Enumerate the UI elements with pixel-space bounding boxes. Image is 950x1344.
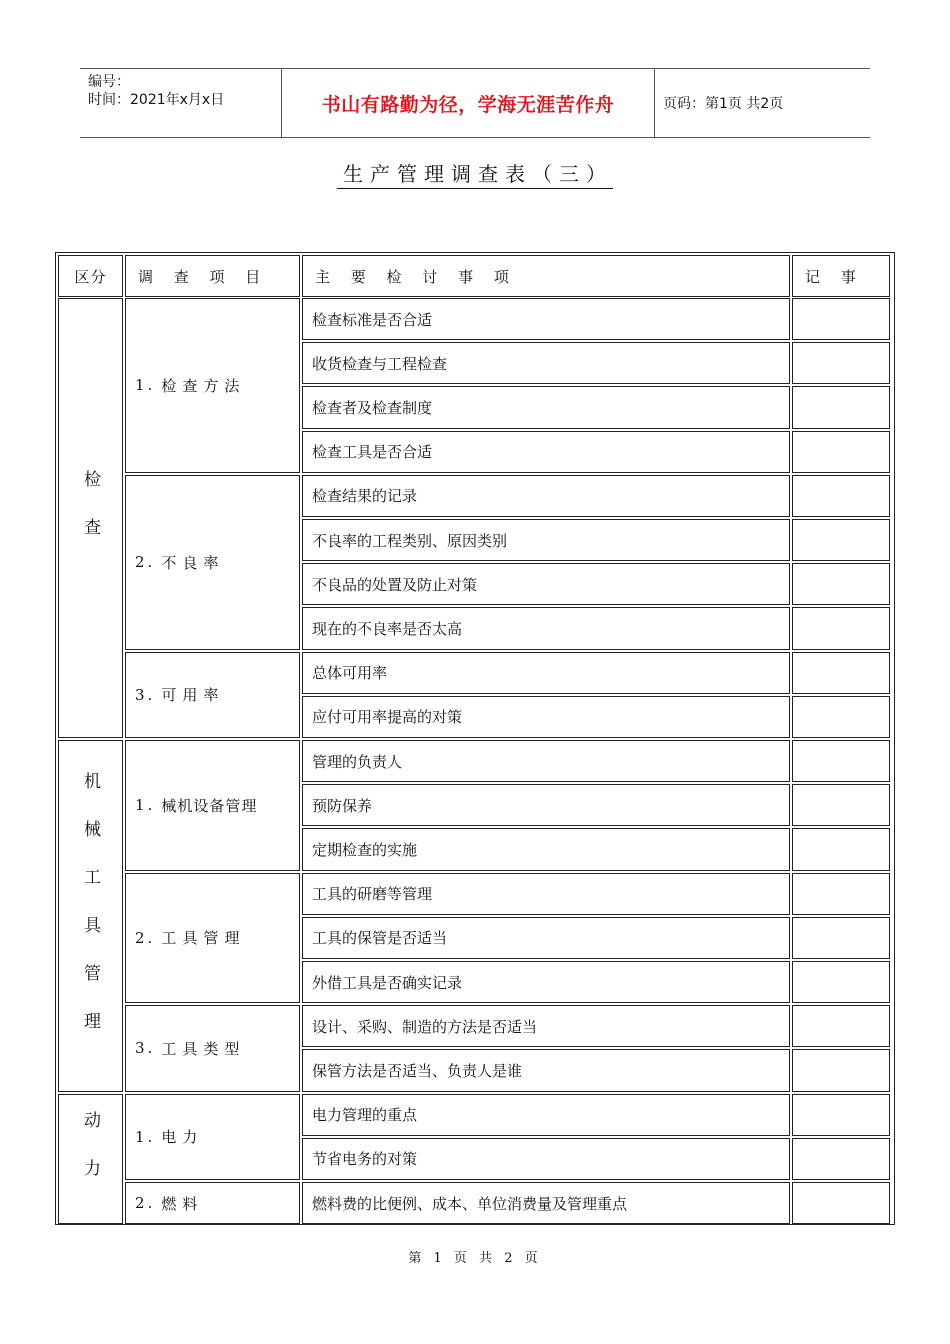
survey-item-number: 1. bbox=[135, 1127, 156, 1146]
survey-item-number: 2. bbox=[135, 928, 156, 947]
table-row-check-point bbox=[302, 873, 790, 915]
notes-cell bbox=[792, 386, 890, 428]
section-category-cell bbox=[58, 740, 123, 1092]
column-header-points bbox=[302, 255, 790, 297]
notes-cell bbox=[792, 917, 890, 959]
survey-item-label: 工具类型 bbox=[161, 1039, 246, 1058]
survey-item-label: 燃料 bbox=[161, 1194, 204, 1213]
table-row-check-point bbox=[302, 342, 790, 384]
check-point-text: 设计、采购、制造的方法是否适当 bbox=[312, 1017, 538, 1036]
page-footer: 第 1 页 共 2 页 bbox=[408, 1251, 542, 1266]
check-point-text: 节省电务的对策 bbox=[312, 1150, 418, 1169]
notes-cell bbox=[792, 873, 890, 915]
survey-item-cell bbox=[125, 1005, 300, 1091]
survey-item-cell bbox=[125, 652, 300, 738]
column-header-category-label: 区分 bbox=[74, 267, 107, 286]
check-point-text: 检查标准是否合适 bbox=[312, 310, 433, 329]
survey-item-cell bbox=[125, 475, 300, 650]
survey-item-label: 检查方法 bbox=[161, 376, 246, 395]
survey-item-cell bbox=[125, 298, 300, 473]
notes-cell bbox=[792, 607, 890, 649]
column-header-points-label: 主 要 检 讨 事 项 bbox=[315, 267, 517, 286]
check-point-text: 保管方法是否适当、负责人是谁 bbox=[312, 1061, 523, 1080]
notes-cell bbox=[792, 431, 890, 473]
document-header bbox=[80, 68, 870, 138]
column-header-item bbox=[125, 255, 300, 297]
survey-item-cell bbox=[125, 873, 300, 1004]
header-slogan: 书山有路勤为径，学海无涯苦作舟 bbox=[321, 93, 615, 116]
notes-cell bbox=[792, 652, 890, 694]
check-point-text: 检查者及检查制度 bbox=[312, 398, 433, 417]
table-row-check-point bbox=[302, 475, 790, 517]
table-row-check-point bbox=[302, 740, 790, 782]
survey-item-cell bbox=[125, 1182, 300, 1224]
table-row-check-point bbox=[302, 784, 790, 826]
notes-cell bbox=[792, 784, 890, 826]
notes-cell bbox=[792, 342, 890, 384]
section-category-cell bbox=[58, 1094, 123, 1225]
survey-table bbox=[55, 252, 895, 1225]
check-point-text: 应付可用率提高的对策 bbox=[312, 708, 463, 727]
notes-cell bbox=[792, 1094, 890, 1136]
survey-item-label: 械机设备管理 bbox=[161, 796, 258, 815]
section-category-cell bbox=[58, 298, 123, 738]
table-row-check-point bbox=[302, 696, 790, 738]
survey-item-label: 电力 bbox=[161, 1128, 204, 1147]
table-row-check-point bbox=[302, 431, 790, 473]
survey-item-cell bbox=[125, 1094, 300, 1180]
column-header-category bbox=[58, 255, 123, 297]
column-header-notes-label: 记 事 bbox=[805, 267, 864, 286]
notes-cell bbox=[792, 475, 890, 517]
header-meta bbox=[88, 73, 283, 109]
check-point-text: 收货检查与工程检查 bbox=[312, 354, 448, 373]
check-point-text: 不良品的处置及防止对策 bbox=[312, 575, 478, 594]
table-row-check-point bbox=[302, 1005, 790, 1047]
header-number-label: 编号： bbox=[88, 74, 130, 90]
table-row-check-point bbox=[302, 1094, 790, 1136]
table-row-check-point bbox=[302, 1049, 790, 1091]
header-slogan-box bbox=[281, 69, 655, 137]
table-row-check-point bbox=[302, 607, 790, 649]
document-title-text: 生产管理调查表（三） bbox=[337, 158, 613, 189]
table-row-check-point bbox=[302, 652, 790, 694]
table-row-check-point bbox=[302, 917, 790, 959]
check-point-text: 预防保养 bbox=[312, 796, 373, 815]
header-page-info-text: 页码：第1页 共2页 bbox=[663, 96, 784, 112]
document-title bbox=[0, 158, 950, 189]
table-row-check-point bbox=[302, 563, 790, 605]
notes-cell bbox=[792, 696, 890, 738]
header-page-info bbox=[663, 69, 783, 137]
notes-cell bbox=[792, 740, 890, 782]
check-point-text: 现在的不良率是否太高 bbox=[312, 619, 463, 638]
table-row-check-point bbox=[302, 519, 790, 561]
header-time-label: 时间：2021年x月x日 bbox=[88, 92, 225, 108]
survey-item-number: 2. bbox=[135, 553, 156, 572]
notes-cell bbox=[792, 961, 890, 1003]
table-row-check-point bbox=[302, 961, 790, 1003]
notes-cell bbox=[792, 1005, 890, 1047]
table-row-check-point bbox=[302, 828, 790, 870]
table-row-check-point bbox=[302, 1182, 790, 1224]
survey-item-number: 3. bbox=[135, 685, 156, 704]
check-point-text: 工具的研磨等管理 bbox=[312, 885, 433, 904]
check-point-text: 不良率的工程类别、原因类别 bbox=[312, 531, 508, 550]
column-header-item-label: 调 查 项 目 bbox=[138, 267, 269, 286]
survey-item-cell bbox=[125, 740, 300, 871]
section-category-label: 动力 bbox=[80, 1110, 100, 1207]
notes-cell bbox=[792, 1049, 890, 1091]
check-point-text: 总体可用率 bbox=[312, 664, 388, 683]
table-row-check-point bbox=[302, 298, 790, 340]
check-point-text: 外借工具是否确实记录 bbox=[312, 973, 463, 992]
check-point-text: 管理的负责人 bbox=[312, 752, 403, 771]
check-point-text: 检查结果的记录 bbox=[312, 487, 418, 506]
check-point-text: 工具的保管是否适当 bbox=[312, 929, 448, 948]
notes-cell bbox=[792, 828, 890, 870]
check-point-text: 电力管理的重点 bbox=[312, 1106, 418, 1125]
check-point-text: 定期检查的实施 bbox=[312, 840, 418, 859]
survey-item-label: 不良率 bbox=[161, 553, 225, 572]
check-point-text: 检查工具是否合适 bbox=[312, 443, 433, 462]
table-row-check-point bbox=[302, 1138, 790, 1180]
section-category-label: 检查 bbox=[80, 470, 100, 566]
survey-item-label: 可用率 bbox=[161, 686, 225, 705]
survey-item-number: 3. bbox=[135, 1039, 156, 1058]
notes-cell bbox=[792, 519, 890, 561]
notes-cell bbox=[792, 1182, 890, 1224]
survey-item-number: 2. bbox=[135, 1194, 156, 1213]
column-header-notes bbox=[792, 255, 890, 297]
notes-cell bbox=[792, 1138, 890, 1180]
table-row-check-point bbox=[302, 386, 790, 428]
notes-cell bbox=[792, 298, 890, 340]
notes-cell bbox=[792, 563, 890, 605]
check-point-text: 燃料费的比便例、成本、单位消费量及管理重点 bbox=[312, 1194, 628, 1213]
survey-item-number: 1. bbox=[135, 376, 156, 395]
survey-item-label: 工具管理 bbox=[161, 929, 246, 948]
section-category-label: 机械工具管理 bbox=[80, 771, 100, 1060]
survey-item-number: 1. bbox=[135, 796, 156, 815]
